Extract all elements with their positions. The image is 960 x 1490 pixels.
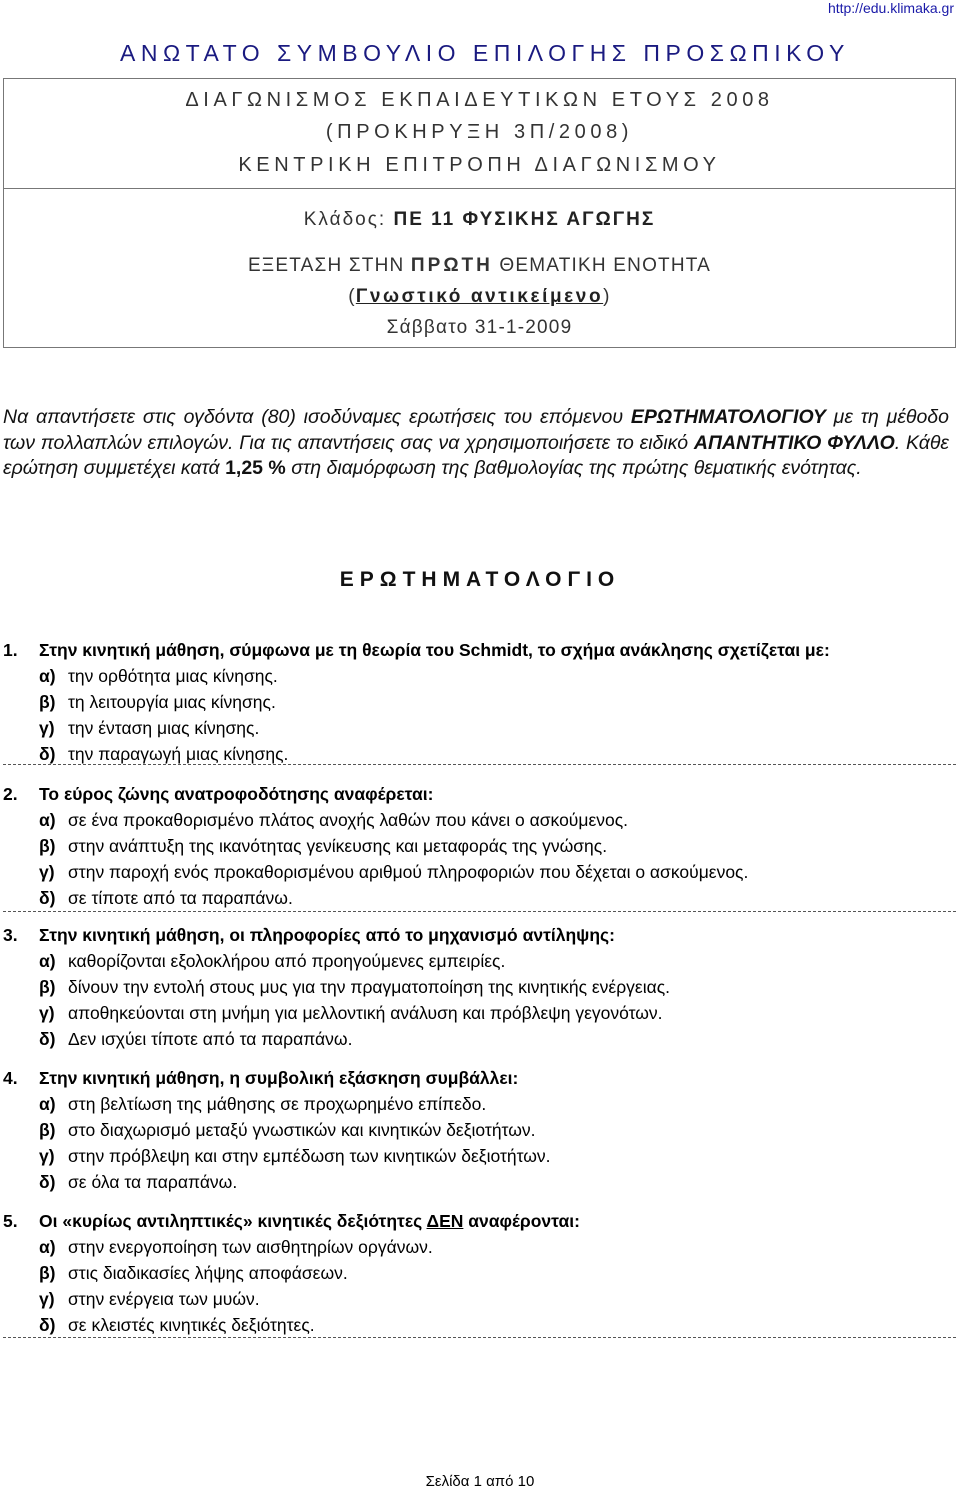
option-letter: β) [39, 836, 56, 856]
intro-bold: ΕΡΩΤΗΜΑΤΟΛΟΓΙΟΥ [630, 406, 826, 428]
question-text [3, 1065, 953, 1091]
option-text: σε ένα προκαθορισμένο πλάτος ανοχής λαθών που κάνει ο ασκούμενος. [68, 810, 629, 830]
exam-bold: ΠΡΩΤΗ [410, 255, 493, 276]
page-title: ΑΝΩΤΑΤΟ ΣΥΜΒΟΥΛΙΟ ΕΠΙΛΟΓΗΣ ΠΡΟΣΩΠΙΚΟΥ [120, 40, 850, 66]
question-2 [3, 781, 953, 911]
competition-line: ΔΙΑΓΩΝΙΣΜΟΣ ΕΚΠΑΙΔΕΥΤΙΚΩΝ ΕΤΟΥΣ 2008 [185, 89, 774, 111]
option-d [3, 885, 953, 911]
option-c [3, 1143, 953, 1169]
option-b [3, 1117, 953, 1143]
question-5 [3, 1208, 953, 1338]
question-stem: Στην κινητική μάθηση, σύμφωνα με τη θεωρία του Schmidt, το σχήμα ανάκλησης σχετίζεται με: [39, 640, 830, 660]
branch-value: ΠΕ 11 ΦΥΣΙΚΗΣ ΑΓΩΓΗΣ [393, 209, 656, 230]
branch-line [4, 209, 955, 231]
question-number: 4. [3, 1068, 18, 1088]
option-c [3, 1286, 953, 1312]
option-a [3, 1234, 953, 1260]
header-box [3, 78, 956, 348]
exam-date: Σάββατο 31-1-2009 [386, 317, 573, 338]
option-text: τη λειτουργία μιας κίνησης. [68, 692, 276, 712]
question-4 [3, 1065, 953, 1195]
branch-label: Κλάδος: [303, 209, 394, 230]
question-separator [3, 911, 956, 912]
option-a [3, 807, 953, 833]
question-stem: Στην κινητική μάθηση, οι πληροφορίες από το μηχανισμό αντίληψης: [39, 925, 615, 945]
option-letter: α) [39, 1094, 56, 1114]
page-number: Σελίδα 1 από 10 [425, 1473, 535, 1490]
option-letter: α) [39, 951, 56, 971]
option-text: στη βελτίωση της μάθησης σε προχωρημένο επίπεδο. [68, 1094, 487, 1114]
question-3 [3, 922, 953, 1052]
question-stem: Στην κινητική μάθηση, η συμβολική εξάσκηση συμβάλλει: [39, 1068, 519, 1088]
option-text: στην παροχή ενός προκαθορισμένου αριθμού πληροφοριών που δέχεται ο ασκούμενος. [68, 862, 749, 882]
option-letter: δ) [39, 744, 56, 764]
option-c [3, 715, 953, 741]
option-text: σε τίποτε από τα παραπάνω. [68, 888, 293, 908]
exam-post: ΘΕΜΑΤΙΚΗ ΕΝΟΤΗΤΑ [492, 255, 712, 276]
option-letter: δ) [39, 1315, 56, 1335]
option-b [3, 974, 953, 1000]
option-letter: β) [39, 1263, 56, 1283]
option-text: στην ενεργοποίηση των αισθητηρίων οργάνων. [68, 1237, 433, 1257]
subject-open: ( [348, 286, 356, 307]
questionnaire-heading: ΕΡΩΤΗΜΑΤΟΛΟΓΙΟ [339, 568, 621, 591]
question-number: 2. [3, 784, 18, 804]
option-d [3, 1312, 953, 1338]
option-b [3, 1260, 953, 1286]
option-text: σε όλα τα παραπάνω. [68, 1172, 238, 1192]
option-a [3, 948, 953, 974]
option-text: δίνουν την εντολή στους μυς για την πραγματοποίηση της κινητικής ενέργειας. [68, 977, 671, 997]
option-text: την ορθότητα μιας κίνησης. [68, 666, 278, 686]
intro-text: Να απαντήσετε στις ογδόντα (80) ισοδύναμες ερωτήσεις του επόμενου [3, 406, 631, 428]
header-divider [4, 188, 955, 189]
question-separator [3, 1337, 956, 1338]
option-letter: α) [39, 1237, 56, 1257]
option-text: σε κλειστές κινητικές δεξιότητες. [68, 1315, 315, 1335]
intro-bold: 1,25 % [225, 457, 286, 479]
option-text: αποθηκεύονται στη μνήμη για μελλοντική ανάλυση και πρόβλεψη γεγονότων. [68, 1003, 663, 1023]
question-stem: Το εύρος ζώνης ανατροφοδότησης αναφέρεται: [39, 784, 434, 804]
option-letter: β) [39, 692, 56, 712]
option-text: την παραγωγή μιας κίνησης. [68, 744, 289, 764]
question-number: 5. [3, 1211, 18, 1231]
option-text: στην πρόβλεψη και στην εμπέδωση των κινητικών δεξιοτήτων. [68, 1146, 551, 1166]
option-letter: δ) [39, 1172, 56, 1192]
option-letter: β) [39, 1120, 56, 1140]
option-letter: α) [39, 810, 56, 830]
option-text: την ένταση μιας κίνησης. [68, 718, 260, 738]
option-b [3, 689, 953, 715]
question-text [3, 781, 953, 807]
option-letter: γ) [39, 1289, 55, 1309]
option-letter: γ) [39, 1003, 55, 1023]
option-c [3, 1000, 953, 1026]
option-letter: γ) [39, 862, 55, 882]
exam-pre: ΕΞΕΤΑΣΗ ΣΤΗΝ [247, 255, 411, 276]
question-1 [3, 637, 953, 767]
option-letter: δ) [39, 888, 56, 908]
committee-line: ΚΕΝΤΡΙΚΗ ΕΠΙΤΡΟΠΗ ΔΙΑΓΩΝΙΣΜΟΥ [238, 154, 721, 176]
question-number: 3. [3, 925, 18, 945]
subject-close: ) [603, 286, 611, 307]
option-letter: β) [39, 977, 56, 997]
question-number: 1. [3, 640, 18, 660]
question-stem: αναφέρονται: [463, 1211, 580, 1231]
instructions-paragraph [3, 405, 949, 482]
option-text: στην ενέργεια των μυών. [68, 1289, 260, 1309]
option-a [3, 663, 953, 689]
intro-text: στη διαμόρφωση της βαθμολογίας της πρώτης θεματικής ενότητας. [285, 457, 862, 479]
option-c [3, 859, 953, 885]
option-d [3, 1026, 953, 1052]
question-text [3, 1208, 953, 1234]
subject-line [4, 286, 955, 308]
option-a [3, 1091, 953, 1117]
question-stem: Οι «κυρίως αντιληπτικές» κινητικές δεξιότητες [39, 1211, 427, 1231]
subject-text: Γνωστικό αντικείμενο [355, 286, 604, 307]
question-text [3, 637, 953, 663]
intro-text: με τη μέθοδο των πολλαπλών επιλογών. Για τις απαντήσεις σας να χρησιμοποιήσετε το ειδικό [3, 406, 949, 454]
option-letter: δ) [39, 1029, 56, 1049]
option-b [3, 833, 953, 859]
question-text [3, 922, 953, 948]
option-d [3, 1169, 953, 1195]
option-letter: γ) [39, 718, 55, 738]
option-text: στο διαχωρισμό μεταξύ γνωστικών και κινητικών δεξιοτήτων. [68, 1120, 536, 1140]
intro-bold: ΑΠΑΝΤΗΤΙΚΟ ΦΥΛΛΟ [693, 431, 895, 454]
option-letter: α) [39, 666, 56, 686]
proclamation-line: (ΠΡΟΚΗΡΥΞΗ 3Π/2008) [325, 121, 634, 143]
question-stem-emphasis: ΔΕΝ [426, 1211, 464, 1231]
option-text: Δεν ισχύει τίποτε από τα παραπάνω. [68, 1029, 353, 1049]
option-text: καθορίζονται εξολοκλήρου από προηγούμενες εμπειρίες. [68, 951, 506, 971]
option-text: στις διαδικασίες λήψης αποφάσεων. [68, 1263, 348, 1283]
intro-text: . Κάθε ερώτηση συμμετέχει κατά [3, 431, 949, 479]
option-letter: γ) [39, 1146, 55, 1166]
option-text: στην ανάπτυξη της ικανότητας γενίκευσης και μεταφοράς της γνώσης. [68, 836, 608, 856]
question-separator [3, 764, 956, 765]
source-url[interactable]: http://edu.klimaka.gr [827, 0, 954, 16]
exam-line [4, 255, 955, 277]
